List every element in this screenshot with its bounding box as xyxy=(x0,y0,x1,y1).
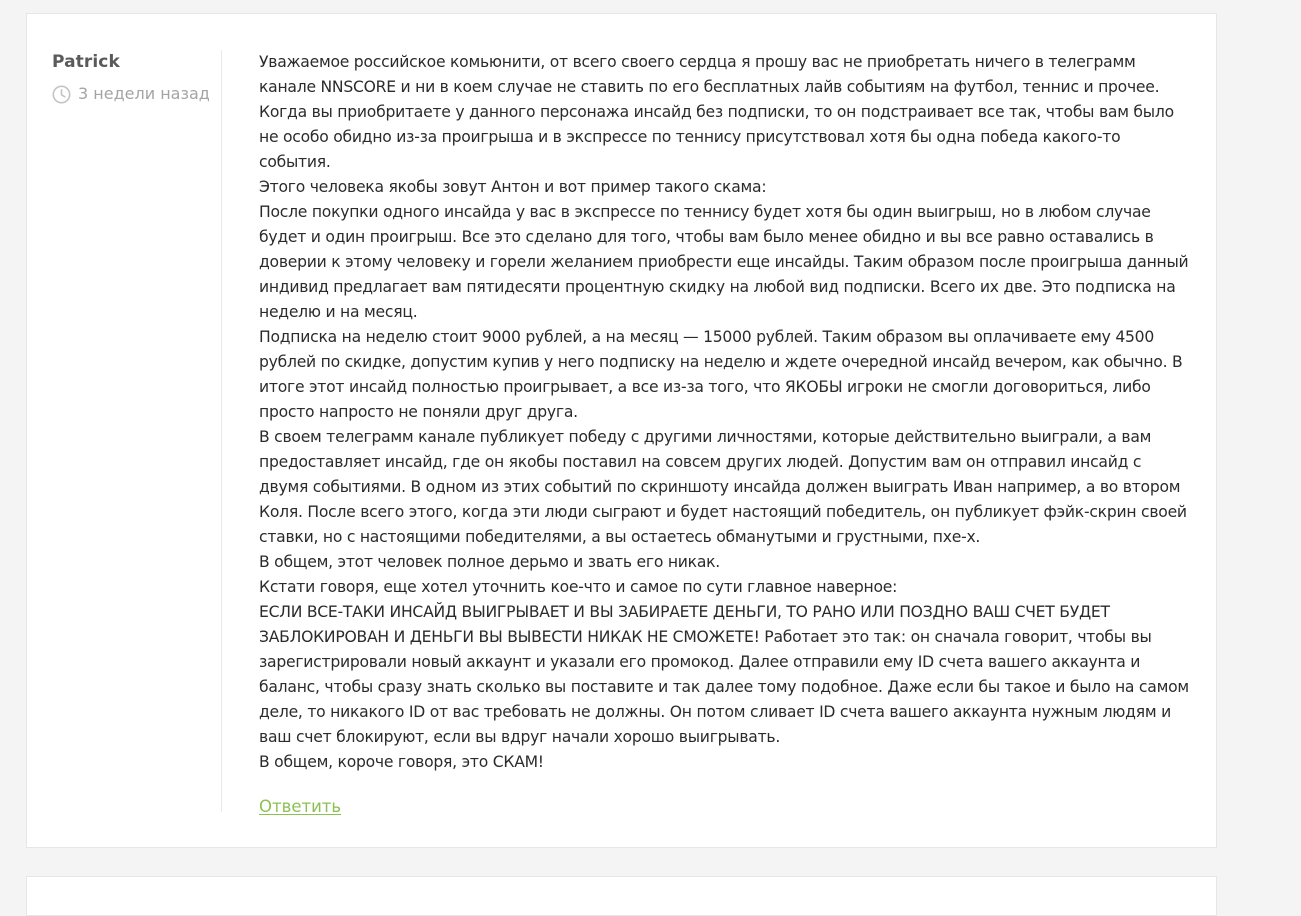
comment-divider xyxy=(221,50,222,812)
comment-card xyxy=(26,13,1217,848)
comment-time xyxy=(52,84,222,104)
reply-link[interactable]: Ответить xyxy=(259,797,342,816)
clock-icon xyxy=(52,85,71,104)
comment-meta xyxy=(52,51,222,104)
comment-author: Patrick xyxy=(52,52,120,72)
comment-body xyxy=(259,50,1194,818)
comment-time-label: 3 недели назад xyxy=(78,84,210,103)
comment-text: Уважаемое российское комьюнити, от всего своего сердца я прошу вас не приобретать ничего в телеграмм канале NNSCORE и ни в коем случае не ставить по его бесплатных лайв событиям на футбол, теннис и прочее. Когда вы приобритаете у данного персонажа инсайд без подписки, то он подстраивает все так, чтобы вам было не особо обидно из-за проигрыша и в экспрессе по теннису присутствовал хотя бы одна победа какого-то события. Этого человека якобы зовут Антон и вот пример такого скама: После покупки одного инсайда у вас в экспрессе по теннису будет хотя бы один выигрыш, но в любом случае будет и один проигрыш. Все это сделано для того, чтобы вам было менее обидно и вы все равно оставались в доверии к этому человеку и горели желанием приобрести еще инсайды. Таким образом после проигрыша данный индивид предлагает вам пятидесяти процентную скидку на любой вид подписки. Всего их две. Это подписка на неделю и на месяц. Подписка на неделю стоит 9000 рублей, а на месяц — 15000 рублей. Таким образом вы оплачиваете ему 4500 рублей по скидке, допустим купив у него подписку на неделю и ждете очередной инсайд вечером, как обычно. В итоге этот инсайд полностью проигрывает, а все из-за того, что ЯКОБЫ игроки не смогли договориться, либо просто напросто не поняли друг друга. В своем телеграмм канале публикует победу с другими личностями, которые действительно выиграли, а вам предоставляет инсайд, где он якобы поставил на совсем других людей. Допустим вам он отправил инсайд с двумя событиями. В одном из этих событий по скриншоту инсайда должен выиграть Иван например, а во втором Коля. После всего этого, когда эти люди сыграют и будет настоящий победитель, он публикует фэйк-скрин своей ставки, но с настоящими победителями, а вы остаетесь обманутыми и грустными, пхе-х. В общем, этот человек полное дерьмо и звать его никак. Кстати говоря, еще хотел уточнить кое-что и самое по сути главное наверное: ЕСЛИ ВСЕ-ТАКИ ИНСАЙД ВЫИГРЫВАЕТ И ВЫ ЗАБИРАЕТЕ ДЕНЬГИ, ТО РАНО ИЛИ ПОЗДНО ВАШ СЧЕТ БУДЕТ ЗАБЛОКИРОВАН И ДЕНЬГИ ВЫ ВЫВЕСТИ НИКАК НЕ СМОЖЕТЕ! Работает это так: он сначала говорит, чтобы вы зарегистрировали новый аккаунт и указали его промокод. Далее отправили ему ID счета вашего аккаунта и баланс, чтобы сразу знать сколько вы поставите и так далее тому подобное. Даже если бы такое и было на самом деле, то никакого ID от вас требовать не должны. Он потом сливает ID счета вашего аккаунта нужным людям и ваш счет блокируют, если вы вдруг начали хорошо выигрывать. В общем, короче говоря, это СКАМ! xyxy=(259,53,1189,771)
next-comment-card xyxy=(26,876,1217,916)
